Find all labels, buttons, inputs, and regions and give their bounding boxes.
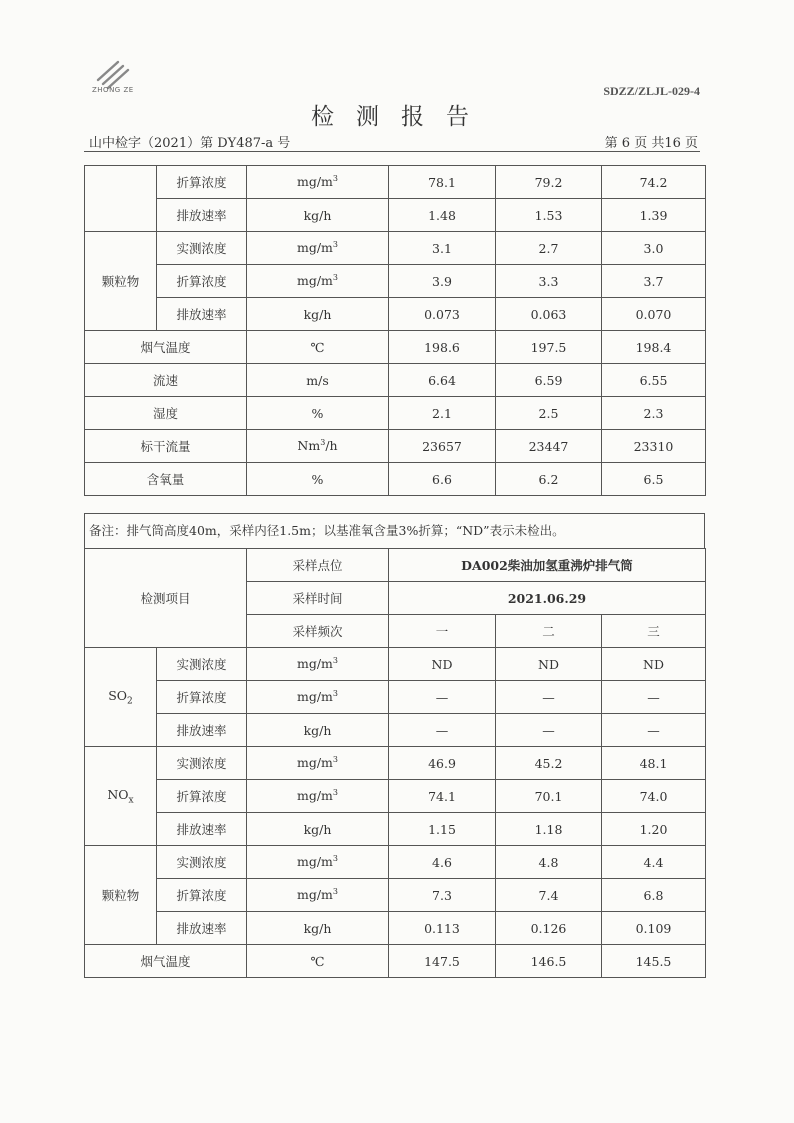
item-cell: 烟气温度 xyxy=(85,331,247,364)
unit-cell: $mg/m^3$ xyxy=(247,232,389,265)
value-cell: 1.39 xyxy=(602,199,706,232)
table-row xyxy=(85,430,706,463)
sampling-time-label: 采样时间 xyxy=(247,582,389,615)
table-row xyxy=(85,813,706,846)
group-cell-continued xyxy=(85,166,157,232)
value-cell: 2.1 xyxy=(389,397,496,430)
item-cell: 折算浓度 xyxy=(157,265,247,298)
value-cell: 70.1 xyxy=(496,780,602,813)
frequency-2: 二 xyxy=(496,615,602,648)
value-cell: 79.2 xyxy=(496,166,602,199)
value-cell: 6.55 xyxy=(602,364,706,397)
unit-cell: $mg/m^3$ xyxy=(247,681,389,714)
value-cell: 146.5 xyxy=(496,945,602,978)
item-cell: 实测浓度 xyxy=(157,747,247,780)
table-row xyxy=(85,298,706,331)
unit-cell: kg/h xyxy=(247,199,389,232)
item-cell: 湿度 xyxy=(85,397,247,430)
value-cell: 6.5 xyxy=(602,463,706,496)
logo-text: ZHONG ZE xyxy=(92,86,134,94)
item-cell: 折算浓度 xyxy=(157,879,247,912)
value-cell: 145.5 xyxy=(602,945,706,978)
value-cell: — xyxy=(602,714,706,747)
unit-cell: kg/h xyxy=(247,813,389,846)
item-cell: 排放速率 xyxy=(157,912,247,945)
item-cell: 实测浓度 xyxy=(157,846,247,879)
page-title: 检测报告 xyxy=(311,104,491,130)
value-cell: ND xyxy=(389,648,496,681)
table-row xyxy=(85,648,706,681)
item-cell: 排放速率 xyxy=(157,813,247,846)
value-cell: 2.5 xyxy=(496,397,602,430)
value-cell: 197.5 xyxy=(496,331,602,364)
table-note: 备注：排气筒高度40m，采样内径1.5m；以基准氧含量3%折算；“ND”表示未检出。 xyxy=(84,513,705,548)
table-row xyxy=(85,681,706,714)
results-table-continued xyxy=(84,165,706,496)
value-cell: 6.2 xyxy=(496,463,602,496)
page-indicator: 第 6 页 共16 页 xyxy=(604,136,698,151)
value-cell: 23310 xyxy=(602,430,706,463)
value-cell: 1.53 xyxy=(496,199,602,232)
item-cell: 排放速率 xyxy=(157,714,247,747)
document-code: SDZZ/ZLJL-029-4 xyxy=(603,84,700,98)
item-cell: 排放速率 xyxy=(157,199,247,232)
item-cell: 含氧量 xyxy=(85,463,247,496)
unit-cell: $mg/m^3$ xyxy=(247,648,389,681)
unit-cell: $mg/m^3$ xyxy=(247,780,389,813)
item-cell: 排放速率 xyxy=(157,298,247,331)
table-row xyxy=(85,397,706,430)
value-cell: 7.4 xyxy=(496,879,602,912)
value-cell: — xyxy=(602,681,706,714)
value-cell: ND xyxy=(602,648,706,681)
value-cell: ND xyxy=(496,648,602,681)
table-row xyxy=(85,747,706,780)
unit-cell: ℃ xyxy=(247,331,389,364)
item-cell: 折算浓度 xyxy=(157,681,247,714)
value-cell: 4.4 xyxy=(602,846,706,879)
unit-cell: $mg/m^3$ xyxy=(247,747,389,780)
value-cell: 23657 xyxy=(389,430,496,463)
value-cell: 0.109 xyxy=(602,912,706,945)
table-row xyxy=(85,364,706,397)
value-cell: 4.6 xyxy=(389,846,496,879)
value-cell: 3.9 xyxy=(389,265,496,298)
value-cell: 0.070 xyxy=(602,298,706,331)
group-cell: 颗粒物 xyxy=(85,232,157,331)
value-cell: 6.6 xyxy=(389,463,496,496)
value-cell: 1.18 xyxy=(496,813,602,846)
sampling-frequency-label: 采样频次 xyxy=(247,615,389,648)
value-cell: 74.0 xyxy=(602,780,706,813)
unit-cell: m/s xyxy=(247,364,389,397)
item-cell: 折算浓度 xyxy=(157,780,247,813)
value-cell: 198.4 xyxy=(602,331,706,364)
unit-cell: kg/h xyxy=(247,714,389,747)
unit-cell: $mg/m^3$ xyxy=(247,265,389,298)
item-cell: 折算浓度 xyxy=(157,166,247,199)
frequency-1: 一 xyxy=(389,615,496,648)
value-cell: 1.15 xyxy=(389,813,496,846)
value-cell: 23447 xyxy=(496,430,602,463)
value-cell: 6.64 xyxy=(389,364,496,397)
table-row xyxy=(85,780,706,813)
group-cell: 颗粒物 xyxy=(85,846,157,945)
value-cell: — xyxy=(389,714,496,747)
value-cell: 2.7 xyxy=(496,232,602,265)
sampling-point-value: DA002柴油加氢重沸炉排气筒 xyxy=(389,549,706,582)
value-cell: 74.2 xyxy=(602,166,706,199)
table-row xyxy=(85,199,706,232)
report-number: 山中检字（2021）第 DY487-a 号 xyxy=(89,136,291,151)
item-cell: 实测浓度 xyxy=(157,648,247,681)
sampling-point-label: 采样点位 xyxy=(247,549,389,582)
frequency-3: 三 xyxy=(602,615,706,648)
table-row xyxy=(85,846,706,879)
group-cell: $NO_x$ xyxy=(85,747,157,846)
value-cell: 45.2 xyxy=(496,747,602,780)
item-cell: 烟气温度 xyxy=(85,945,247,978)
value-cell: 6.59 xyxy=(496,364,602,397)
value-cell: — xyxy=(496,714,602,747)
unit-cell: $mg/m^3$ xyxy=(247,879,389,912)
table-row xyxy=(85,463,706,496)
value-cell: 7.3 xyxy=(389,879,496,912)
unit-cell: Nm$^3$/h xyxy=(247,430,389,463)
value-cell: 2.3 xyxy=(602,397,706,430)
value-cell: 3.3 xyxy=(496,265,602,298)
unit-cell: kg/h xyxy=(247,298,389,331)
item-cell: 实测浓度 xyxy=(157,232,247,265)
value-cell: 3.0 xyxy=(602,232,706,265)
value-cell: 0.126 xyxy=(496,912,602,945)
unit-cell: % xyxy=(247,397,389,430)
table-row xyxy=(85,945,706,978)
item-cell: 标干流量 xyxy=(85,430,247,463)
item-cell: 流速 xyxy=(85,364,247,397)
value-cell: 0.073 xyxy=(389,298,496,331)
table-row xyxy=(85,714,706,747)
table-row xyxy=(85,331,706,364)
value-cell: 46.9 xyxy=(389,747,496,780)
table-row xyxy=(85,879,706,912)
unit-cell: kg/h xyxy=(247,912,389,945)
value-cell: 78.1 xyxy=(389,166,496,199)
unit-cell: ℃ xyxy=(247,945,389,978)
value-cell: — xyxy=(389,681,496,714)
unit-cell: $mg/m^3$ xyxy=(247,166,389,199)
unit-cell: $mg/m^3$ xyxy=(247,846,389,879)
value-cell: 4.8 xyxy=(496,846,602,879)
group-cell: $SO_2$ xyxy=(85,648,157,747)
value-cell: 147.5 xyxy=(389,945,496,978)
value-cell: 198.6 xyxy=(389,331,496,364)
value-cell: — xyxy=(496,681,602,714)
results-table xyxy=(84,548,706,978)
value-cell: 6.8 xyxy=(602,879,706,912)
value-cell: 1.48 xyxy=(389,199,496,232)
value-cell: 0.063 xyxy=(496,298,602,331)
value-cell: 3.7 xyxy=(602,265,706,298)
value-cell: 74.1 xyxy=(389,780,496,813)
table-row xyxy=(85,232,706,265)
value-cell: 1.20 xyxy=(602,813,706,846)
header-divider xyxy=(84,151,700,152)
value-cell: 0.113 xyxy=(389,912,496,945)
table-row xyxy=(85,912,706,945)
value-cell: 48.1 xyxy=(602,747,706,780)
detect-item-header: 检测项目 xyxy=(85,549,247,648)
value-cell: 3.1 xyxy=(389,232,496,265)
table-row xyxy=(85,265,706,298)
unit-cell: % xyxy=(247,463,389,496)
sampling-time-value: 2021.06.29 xyxy=(389,582,706,615)
table-row xyxy=(85,166,706,199)
